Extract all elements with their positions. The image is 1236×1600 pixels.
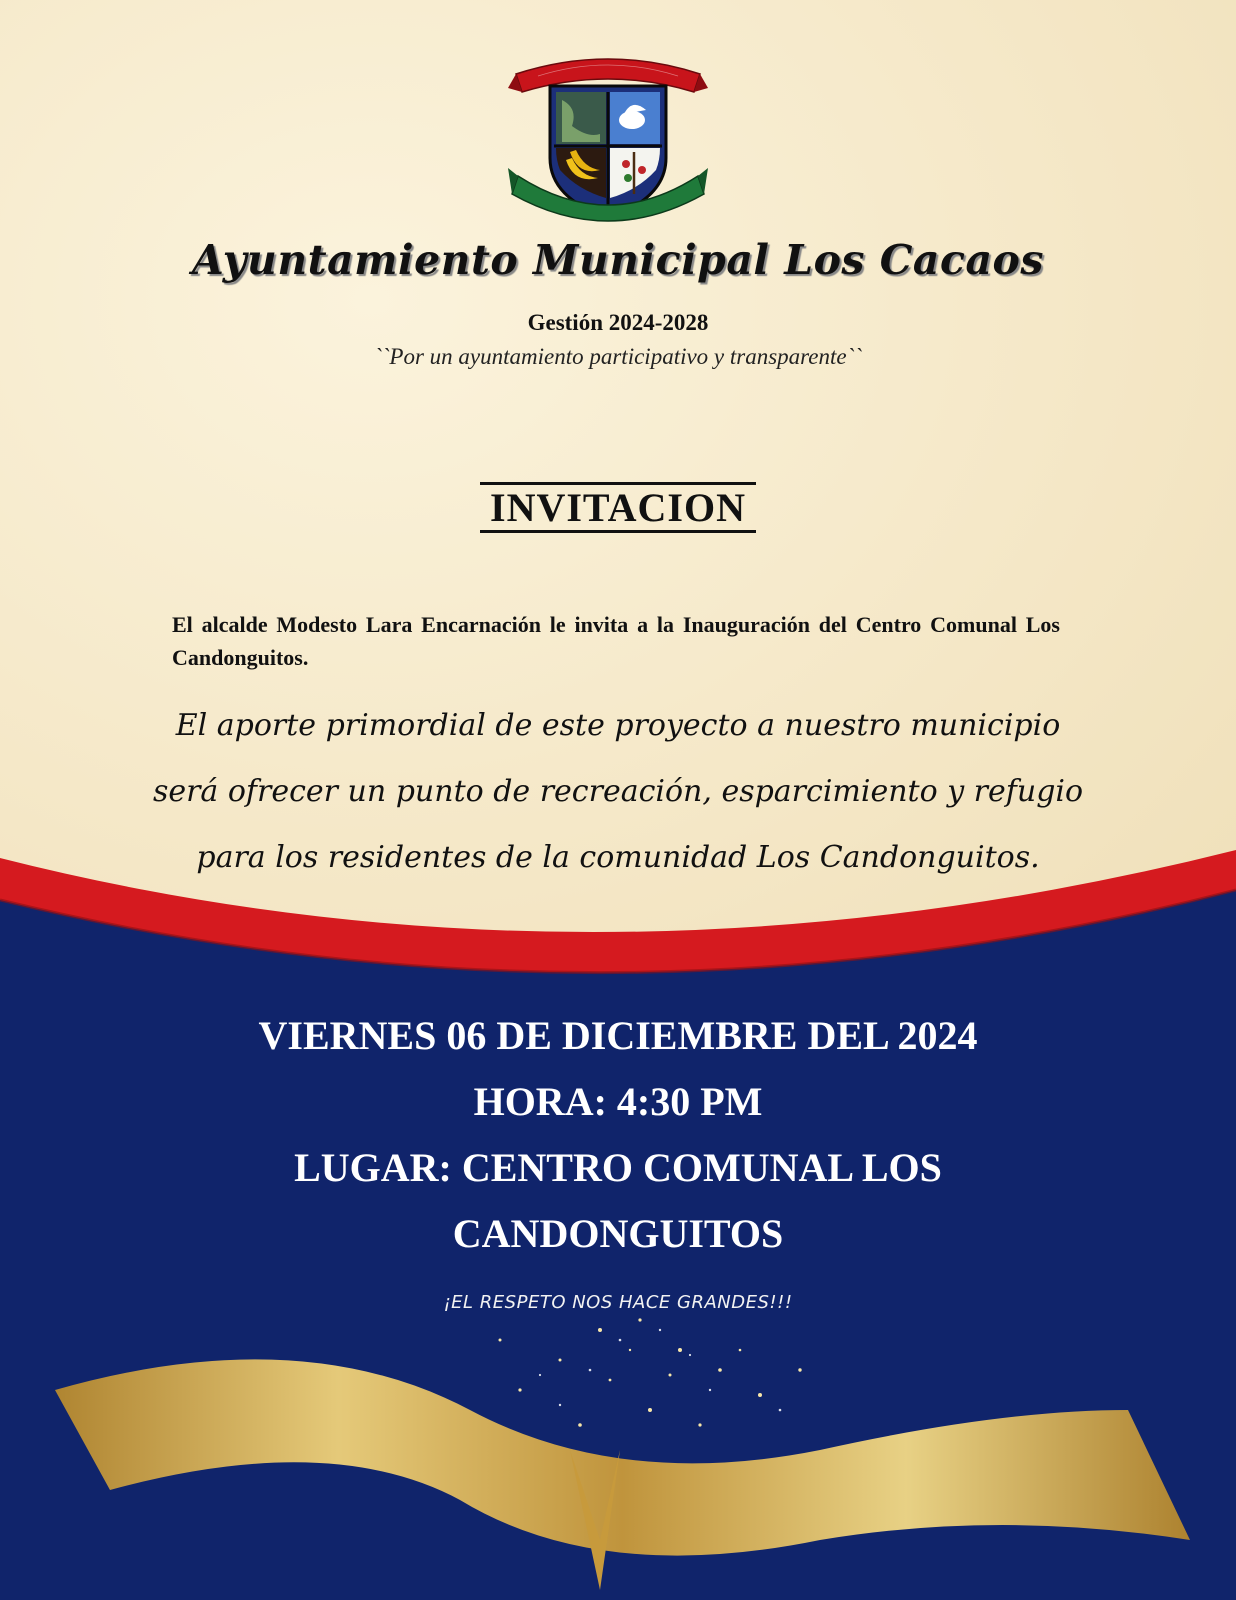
invitation-heading-block — [0, 484, 1236, 531]
administration-period: Gestión 2024-2028 — [527, 310, 709, 335]
description-line: para los residentes de la comunidad Los Candonguitos. — [196, 840, 1040, 875]
invitation-lead-text: El alcalde Modesto Lara Encarnación le invita a la Inauguración del Centro Comunal Los Candonguitos. — [172, 612, 1060, 670]
slogan: ¡EL RESPETO NOS HACE GRANDES!!! — [443, 1292, 793, 1313]
event-time: HORA: 4:30 PM — [473, 1079, 763, 1124]
invitation-heading: INVITACION — [480, 482, 756, 533]
organization-title: Ayuntamiento Municipal Los Cacaos — [192, 236, 1044, 284]
event-place-line1: LUGAR: CENTRO COMUNAL LOS — [294, 1145, 942, 1190]
event-date: VIERNES 06 DE DICIEMBRE DEL 2024 — [258, 1013, 978, 1058]
event-place-line2: CANDONGUITOS — [452, 1211, 784, 1256]
description-line: será ofrecer un punto de recreación, esparcimiento y refugio — [152, 774, 1084, 809]
motto: ``Por un ayuntamiento participativo y transparente`` — [374, 344, 862, 369]
municipal-seal-emblem — [508, 48, 708, 228]
description-line: El aporte primordial de este proyecto a nuestro municipio — [175, 708, 1061, 743]
